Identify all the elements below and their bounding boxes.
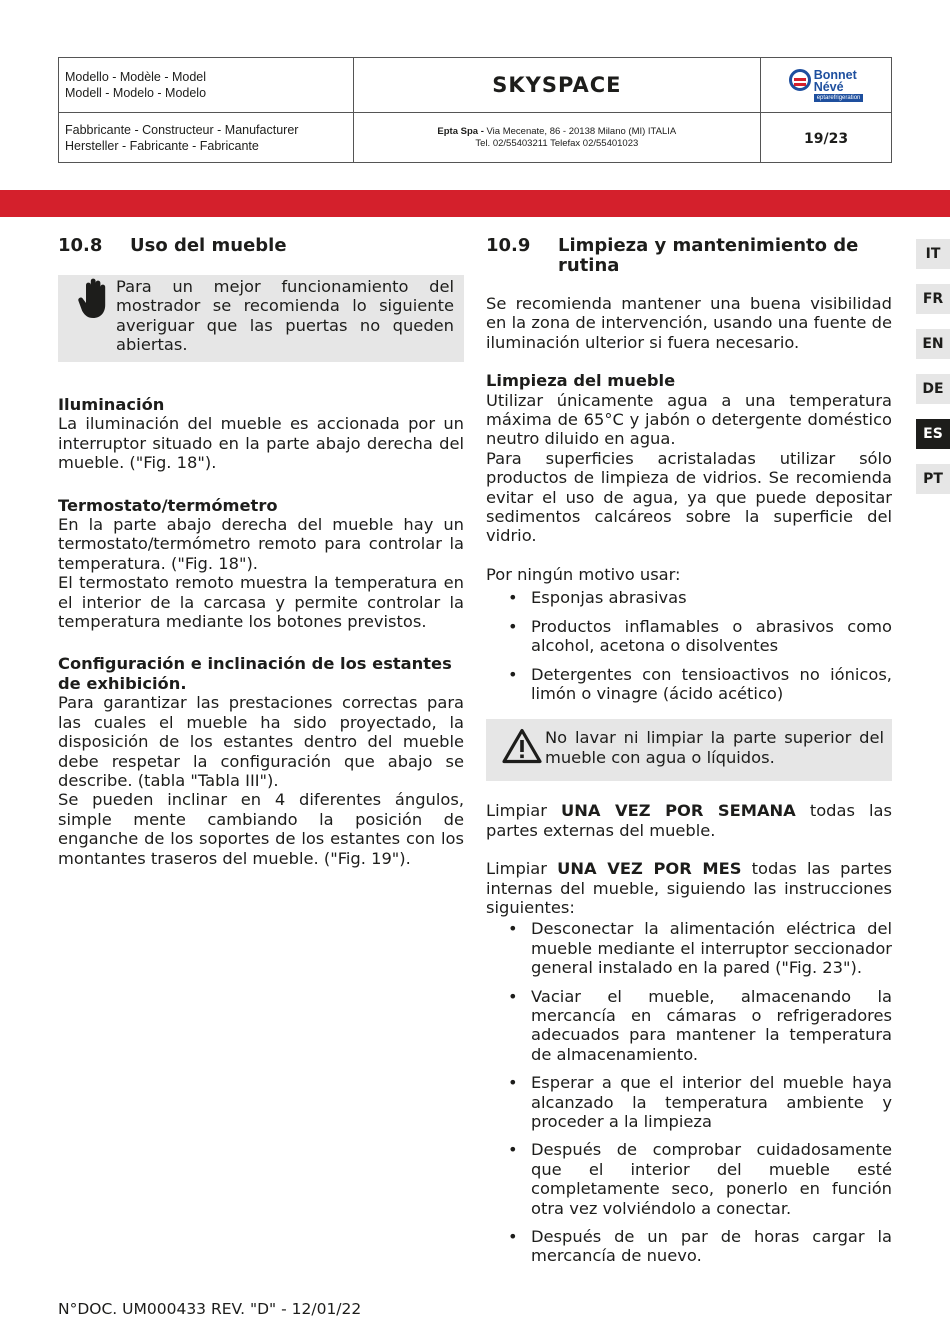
section-title: Uso del mueble xyxy=(130,235,287,256)
logo-mark-icon xyxy=(789,69,811,91)
monthly-pre: Limpiar xyxy=(486,859,558,879)
monthly-post: todas las partes internas del mueble, siguiendo las instrucciones siguientes: xyxy=(486,859,892,917)
list-item: • Desconectar la alimentación eléctrica del mueble mediante el interruptor seccionador general instalado en la pared ("Fig. 23"). xyxy=(486,919,892,977)
monthly-cleaning-text xyxy=(486,859,892,917)
model-label-line-1: Modello - Modèle - Model xyxy=(65,70,207,84)
logo-subtitle: eptarefrigeration xyxy=(814,94,864,102)
lang-tab-pt[interactable]: PT xyxy=(916,464,950,494)
model-label-cell xyxy=(59,58,354,113)
right-column xyxy=(486,236,892,1266)
document-header xyxy=(58,57,892,163)
manufacturer-label-cell xyxy=(59,113,354,163)
limpieza-heading: Limpieza del mueble xyxy=(486,371,676,391)
configuracion-text-1: Para garantizar las prestaciones correctas para las cuales el mueble ha sido proyectado, la disposición de los estantes dentro del mueble debe respetar la configuración que abajo se describe. (tabla "Tabla III"). xyxy=(58,693,464,790)
logo-line-2: Névé xyxy=(813,79,844,94)
section-title: Limpieza y mantenimiento de rutina xyxy=(558,235,859,276)
iluminacion-text: La iluminación del mueble es accionada por un interruptor situado en la parte abajo derecha del mueble. ("Fig. 18"). xyxy=(58,414,464,473)
list-item: • Productos inflamables o abrasivos como alcohol, acetona o disolventes xyxy=(486,617,892,656)
never-use-list xyxy=(486,588,892,703)
left-column xyxy=(58,236,464,868)
configuracion-text-2: Se pueden inclinar en 4 diferentes ángulos, simple mente cambiando la posición de enganche de los soportes de los estantes con los montantes traseros del mueble. ("Fig. 19"). xyxy=(58,790,464,868)
section-heading-10-9 xyxy=(486,236,892,276)
limpieza-text-2: Para superficies acristaladas utilizar sólo productos de limpieza de vidrios. Se recomienda evitar el uso de agua, ya que puede depositar sedimentos calcáreos sobre la superficie del vidrio. xyxy=(486,448,892,546)
limpieza-text-1: Utilizar únicamente agua a una temperatura máxima de 65°C y jabón o detergente doméstico neutro diluido en agua. xyxy=(486,390,892,449)
list-item: • Detergentes con tensioactivos no iónicos, limón o vinagre (ácido acético) xyxy=(486,665,892,704)
weekly-pre: Limpiar xyxy=(486,801,562,821)
page-number: 19/23 xyxy=(804,131,849,147)
intro-text: Se recomienda mantener una buena visibilidad en la zona de intervención, usando una fuente de iluminación ulterior si fuera necesario. xyxy=(486,294,892,352)
note-text: Para un mejor funcionamiento del mostrador se recomienda lo siguiente averiguar que las puertas no queden abiertas. xyxy=(116,277,454,355)
logo-cell xyxy=(761,58,892,113)
monthly-frequency: UNA VEZ POR MES xyxy=(557,859,742,879)
company-phone: Tel. 02/55403211 Telefax 02/55401023 xyxy=(475,137,639,149)
logo-line-1: Bonnet xyxy=(813,67,857,82)
weekly-frequency: UNA VEZ POR SEMANA xyxy=(561,801,796,821)
red-accent-band xyxy=(0,190,950,217)
lang-tab-fr[interactable]: FR xyxy=(916,284,950,314)
list-item: • Después de comprobar cuidadosamente que el interior del mueble esté completamente seco, ponerlo en función otra vez volviéndolo a conectar. xyxy=(486,1140,892,1218)
bonnet-neve-logo xyxy=(789,69,864,102)
list-item: • Después de un par de horas cargar la mercancía de nuevo. xyxy=(486,1227,892,1266)
hand-stop-icon xyxy=(71,277,116,362)
termostato-text-1: En la parte abajo derecha del mueble hay un termostato/termómetro remoto para controlar la temperatura. ("Fig. 18"). xyxy=(58,515,464,573)
note-box xyxy=(58,275,464,362)
company-address: Via Mecenate, 86 - 20138 Milano (MI) ITALIA xyxy=(486,125,677,137)
cleaning-steps-list xyxy=(486,919,892,1266)
model-label-line-2: Modell - Modelo - Modelo xyxy=(65,86,207,100)
lang-tab-es[interactable]: ES xyxy=(916,419,950,449)
termostato-heading: Termostato/termómetro xyxy=(58,495,278,515)
iluminacion-heading: Iluminación xyxy=(58,395,165,414)
warning-box xyxy=(486,719,892,781)
section-heading-10-8 xyxy=(58,236,464,256)
weekly-cleaning-text xyxy=(486,801,892,840)
manufacturer-label-line-1: Fabbricante - Constructeur - Manufacturer xyxy=(65,122,299,137)
model-title: SKYSPACE xyxy=(492,73,622,97)
company-name: Epta Spa - xyxy=(437,125,487,137)
configuracion-heading: Configuración e inclinación de los estantes de exhibición. xyxy=(58,654,452,693)
document-number: N°DOC. UM000433 REV. "D" - 12/01/22 xyxy=(58,1300,362,1318)
lang-tab-it[interactable]: IT xyxy=(916,239,950,269)
list-item: • Vaciar el mueble, almacenando la mercancía en cámaras o refrigeradores adecuados para mantener la temperatura de almacenamiento. xyxy=(486,987,892,1065)
manufacturer-address-cell xyxy=(353,113,760,163)
model-title-cell xyxy=(353,58,760,113)
termostato-text-2: El termostato remoto muestra la temperatura en el interior de la carcasa y permite controlar la temperatura mediante los botones previstos. xyxy=(58,573,464,632)
lang-tab-en[interactable]: EN xyxy=(916,329,950,359)
list-item: • Esponjas abrasivas xyxy=(486,588,892,607)
lang-tab-de[interactable]: DE xyxy=(916,374,950,404)
never-use-label: Por ningún motivo usar: xyxy=(486,564,681,584)
warning-triangle-icon xyxy=(498,728,545,781)
section-number: 10.9 xyxy=(486,235,531,256)
list-item: • Esperar a que el interior del mueble haya alcanzado la temperatura ambiente y proceder a la limpieza xyxy=(486,1073,892,1131)
weekly-post: todas las partes externas del mueble. xyxy=(486,801,892,840)
manufacturer-label-line-2: Hersteller - Fabricante - Fabricante xyxy=(65,138,259,153)
page-number-cell xyxy=(761,113,892,163)
warning-text: No lavar ni limpiar la parte superior del mueble con agua o líquidos. xyxy=(545,728,884,767)
section-number: 10.8 xyxy=(58,235,103,256)
